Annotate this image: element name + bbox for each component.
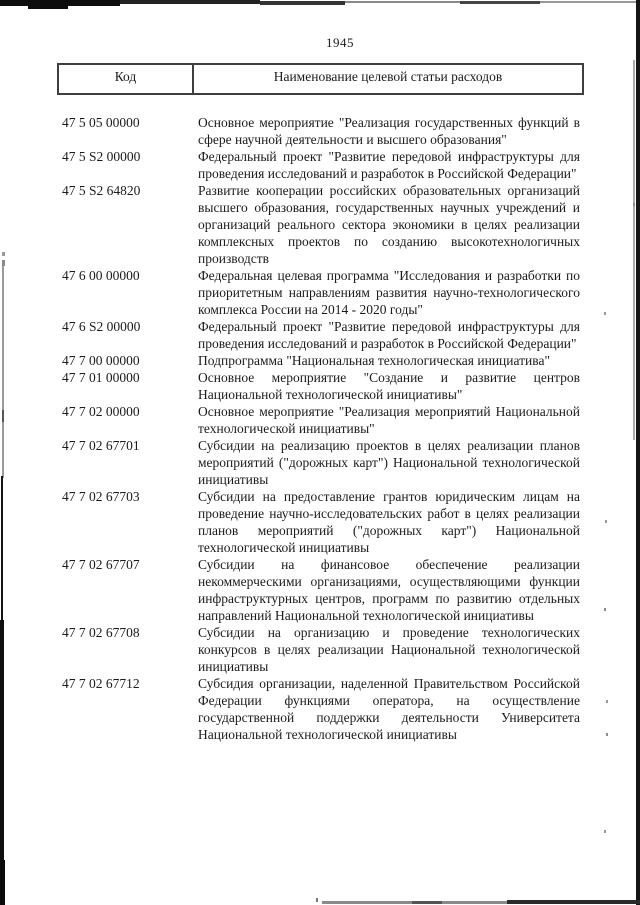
row-name: Федеральный проект "Развитие передовой инфраструктуры для проведения исследований и разработок в Российской Федерации" [198,319,580,351]
row-code: 47 6 00 00000 [62,268,140,283]
table-row [62,148,580,182]
row-code: 47 7 01 00000 [62,370,140,385]
table-header [57,63,584,95]
table-row [62,403,580,437]
row-code: 47 5 S2 64820 [62,183,141,198]
scan-artifact-speck-2 [604,312,606,315]
scan-artifact-left-bottom-blob [0,860,5,905]
scan-artifact-left-line-black [1,476,3,905]
scan-artifact-bottom-tick [316,898,318,902]
scan-artifact-top-edge-6 [540,1,640,3]
row-code: 47 7 02 67703 [62,489,140,504]
row-code: 47 7 02 67707 [62,557,140,572]
scan-artifact-left-dash-2 [2,260,5,266]
scan-artifact-left-line-dark-seg [2,410,4,422]
table-row [62,488,580,556]
row-code: 47 7 02 67701 [62,438,140,453]
scan-artifact-left-dash-1 [2,252,5,256]
row-code: 47 7 00 00000 [62,353,140,368]
scan-artifact-left-line-gray [2,266,4,478]
scan-artifact-speck-7 [604,830,606,833]
table-row [62,352,580,369]
header-cell-name: Наименование целевой статьи расходов [273,69,503,84]
row-name: Основное мероприятие "Создание и развитие центров Национальной технологической инициативы" [198,370,580,402]
table-row [62,556,580,624]
scan-artifact-bottom-edge-1 [322,901,507,904]
row-name: Субсидия организации, наделенной Правительством Российской Федерации функциями оператора, на осуществление государственной поддержки деятельности Университета Национальной технологической инициативы [198,676,580,742]
table-row [62,114,580,148]
scan-artifact-speck-5 [606,700,608,703]
row-code: 47 5 05 00000 [62,115,140,130]
scan-artifact-bottom-edge-2 [412,901,442,904]
row-code: 47 7 02 67712 [62,676,140,691]
row-name: Основное мероприятие "Реализация мероприятий Национальной технологической инициативы" [198,404,580,436]
table-row [62,182,580,267]
table-row [62,624,580,675]
table-body [62,114,580,743]
row-name: Субсидии на организацию и проведение технологических конкурсов в целях реализации Национальной технологической инициативы [198,625,580,674]
row-code: 47 5 S2 00000 [62,149,141,164]
scan-artifact-top-edge-1 [0,0,120,6]
scan-artifact-top-edge-blob [28,0,68,9]
scan-artifact-top-edge-3 [260,1,345,5]
scan-artifact-left-line-black-wide [0,620,4,905]
row-name: Субсидии на предоставление грантов юридическим лицам на проведение научно-исследовательских работ в целях реализации планов мероприятий ("дорожных карт") Национальной технологической инициативы [198,489,580,555]
row-name: Субсидии на финансовое обеспечение реализации некоммерческими организациями, осуществляющими функции инфраструктурных центров, программ по развитию отдельных направлений Национальной технологической инициативы [198,557,580,623]
scan-artifact-right-edge [636,0,640,905]
table-row [62,675,580,743]
scan-artifact-speck-1 [633,203,635,206]
row-name: Федеральный проект "Развитие передовой инфраструктуры для проведения исследований и разработок в Российской Федерации" [198,149,580,181]
scan-artifact-speck-4 [604,608,606,611]
table-row [62,318,580,352]
scan-artifact-right-edge-inner [633,60,635,440]
row-code: 47 7 02 67708 [62,625,140,640]
table-row [62,369,580,403]
table-row [62,267,580,318]
page-number: 1945 [326,35,354,50]
scan-artifact-top-edge-4 [345,1,460,3]
row-code: 47 7 02 00000 [62,404,140,419]
scan-artifact-speck-3 [605,520,607,523]
scan-artifact-top-edge-2 [120,0,260,4]
scan-artifact-top-edge-5 [460,1,540,4]
header-cell-code: Код [59,65,194,93]
table-row [62,437,580,488]
row-name: Основное мероприятие "Реализация государственных функций в сфере научной деятельности и высшего образования" [198,115,580,147]
scan-artifact-bottom-edge-3 [507,900,640,904]
row-name: Развитие кооперации российских образовательных организаций высшего образования, государственных научных учреждений и организаций реального сектора экономики в целях реализации комплексных проектов по созданию высокотехнологичных производств [198,183,580,266]
row-name: Подпрограмма "Национальная технологическая инициатива" [198,353,550,368]
row-name: Федеральная целевая программа "Исследования и разработки по приоритетным направлениям развития научно-технологического комплекса России на 2014 - 2020 годы" [198,268,580,317]
scan-artifact-speck-6 [606,733,608,736]
row-code: 47 6 S2 00000 [62,319,141,334]
row-name: Субсидии на реализацию проектов в целях реализации планов мероприятий ("дорожных карт") Национальной технологической инициативы [198,438,580,487]
